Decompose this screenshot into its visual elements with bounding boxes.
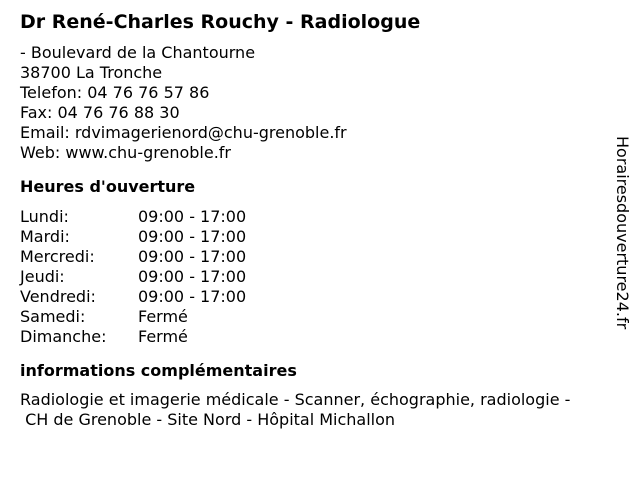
- hours-time: 09:00 - 17:00: [138, 227, 247, 246]
- email-line: Email: rdvimagerienord@chu-grenoble.fr: [20, 123, 347, 142]
- site-watermark: Horairesdouverture24.fr: [613, 136, 632, 330]
- hours-time: Fermé: [138, 307, 188, 326]
- page-title: Dr René-Charles Rouchy - Radiologue: [20, 11, 421, 33]
- contact-block: [20, 43, 605, 163]
- hours-table: [20, 207, 605, 347]
- hours-row-jeudi: [20, 267, 605, 287]
- hours-day: Jeudi:: [20, 267, 65, 286]
- hours-time: 09:00 - 17:00: [138, 287, 247, 306]
- hours-day: Dimanche:: [20, 327, 107, 346]
- hours-day: Mercredi:: [20, 247, 95, 266]
- hours-time: 09:00 - 17:00: [138, 267, 247, 286]
- info-line-2: CH de Grenoble - Site Nord - Hôpital Michallon: [20, 410, 396, 429]
- hours-row-mercredi: [20, 247, 605, 267]
- hours-day: Vendredi:: [20, 287, 96, 306]
- hours-day: Mardi:: [20, 227, 70, 246]
- hours-row-dimanche: [20, 327, 605, 347]
- hours-row-samedi: [20, 307, 605, 327]
- hours-time: 09:00 - 17:00: [138, 247, 247, 266]
- hours-time: 09:00 - 17:00: [138, 207, 247, 226]
- phone-line: Telefon: 04 76 76 57 86: [20, 83, 210, 102]
- address-street: - Boulevard de la Chantourne: [20, 43, 256, 62]
- hours-time: Fermé: [138, 327, 188, 346]
- info-line-1: Radiologie et imagerie médicale - Scanner, échographie, radiologie -: [20, 390, 571, 409]
- fax-line: Fax: 04 76 76 88 30: [20, 103, 180, 122]
- hours-day: Samedi:: [20, 307, 86, 326]
- hours-heading: Heures d'ouverture: [20, 177, 196, 196]
- address-city: 38700 La Tronche: [20, 63, 163, 82]
- web-line: Web: www.chu-grenoble.fr: [20, 143, 231, 162]
- info-heading: informations complémentaires: [20, 361, 297, 380]
- hours-row-mardi: [20, 227, 605, 247]
- listing-page: [20, 10, 605, 430]
- hours-day: Lundi:: [20, 207, 69, 226]
- hours-row-lundi: [20, 207, 605, 227]
- hours-row-vendredi: [20, 287, 605, 307]
